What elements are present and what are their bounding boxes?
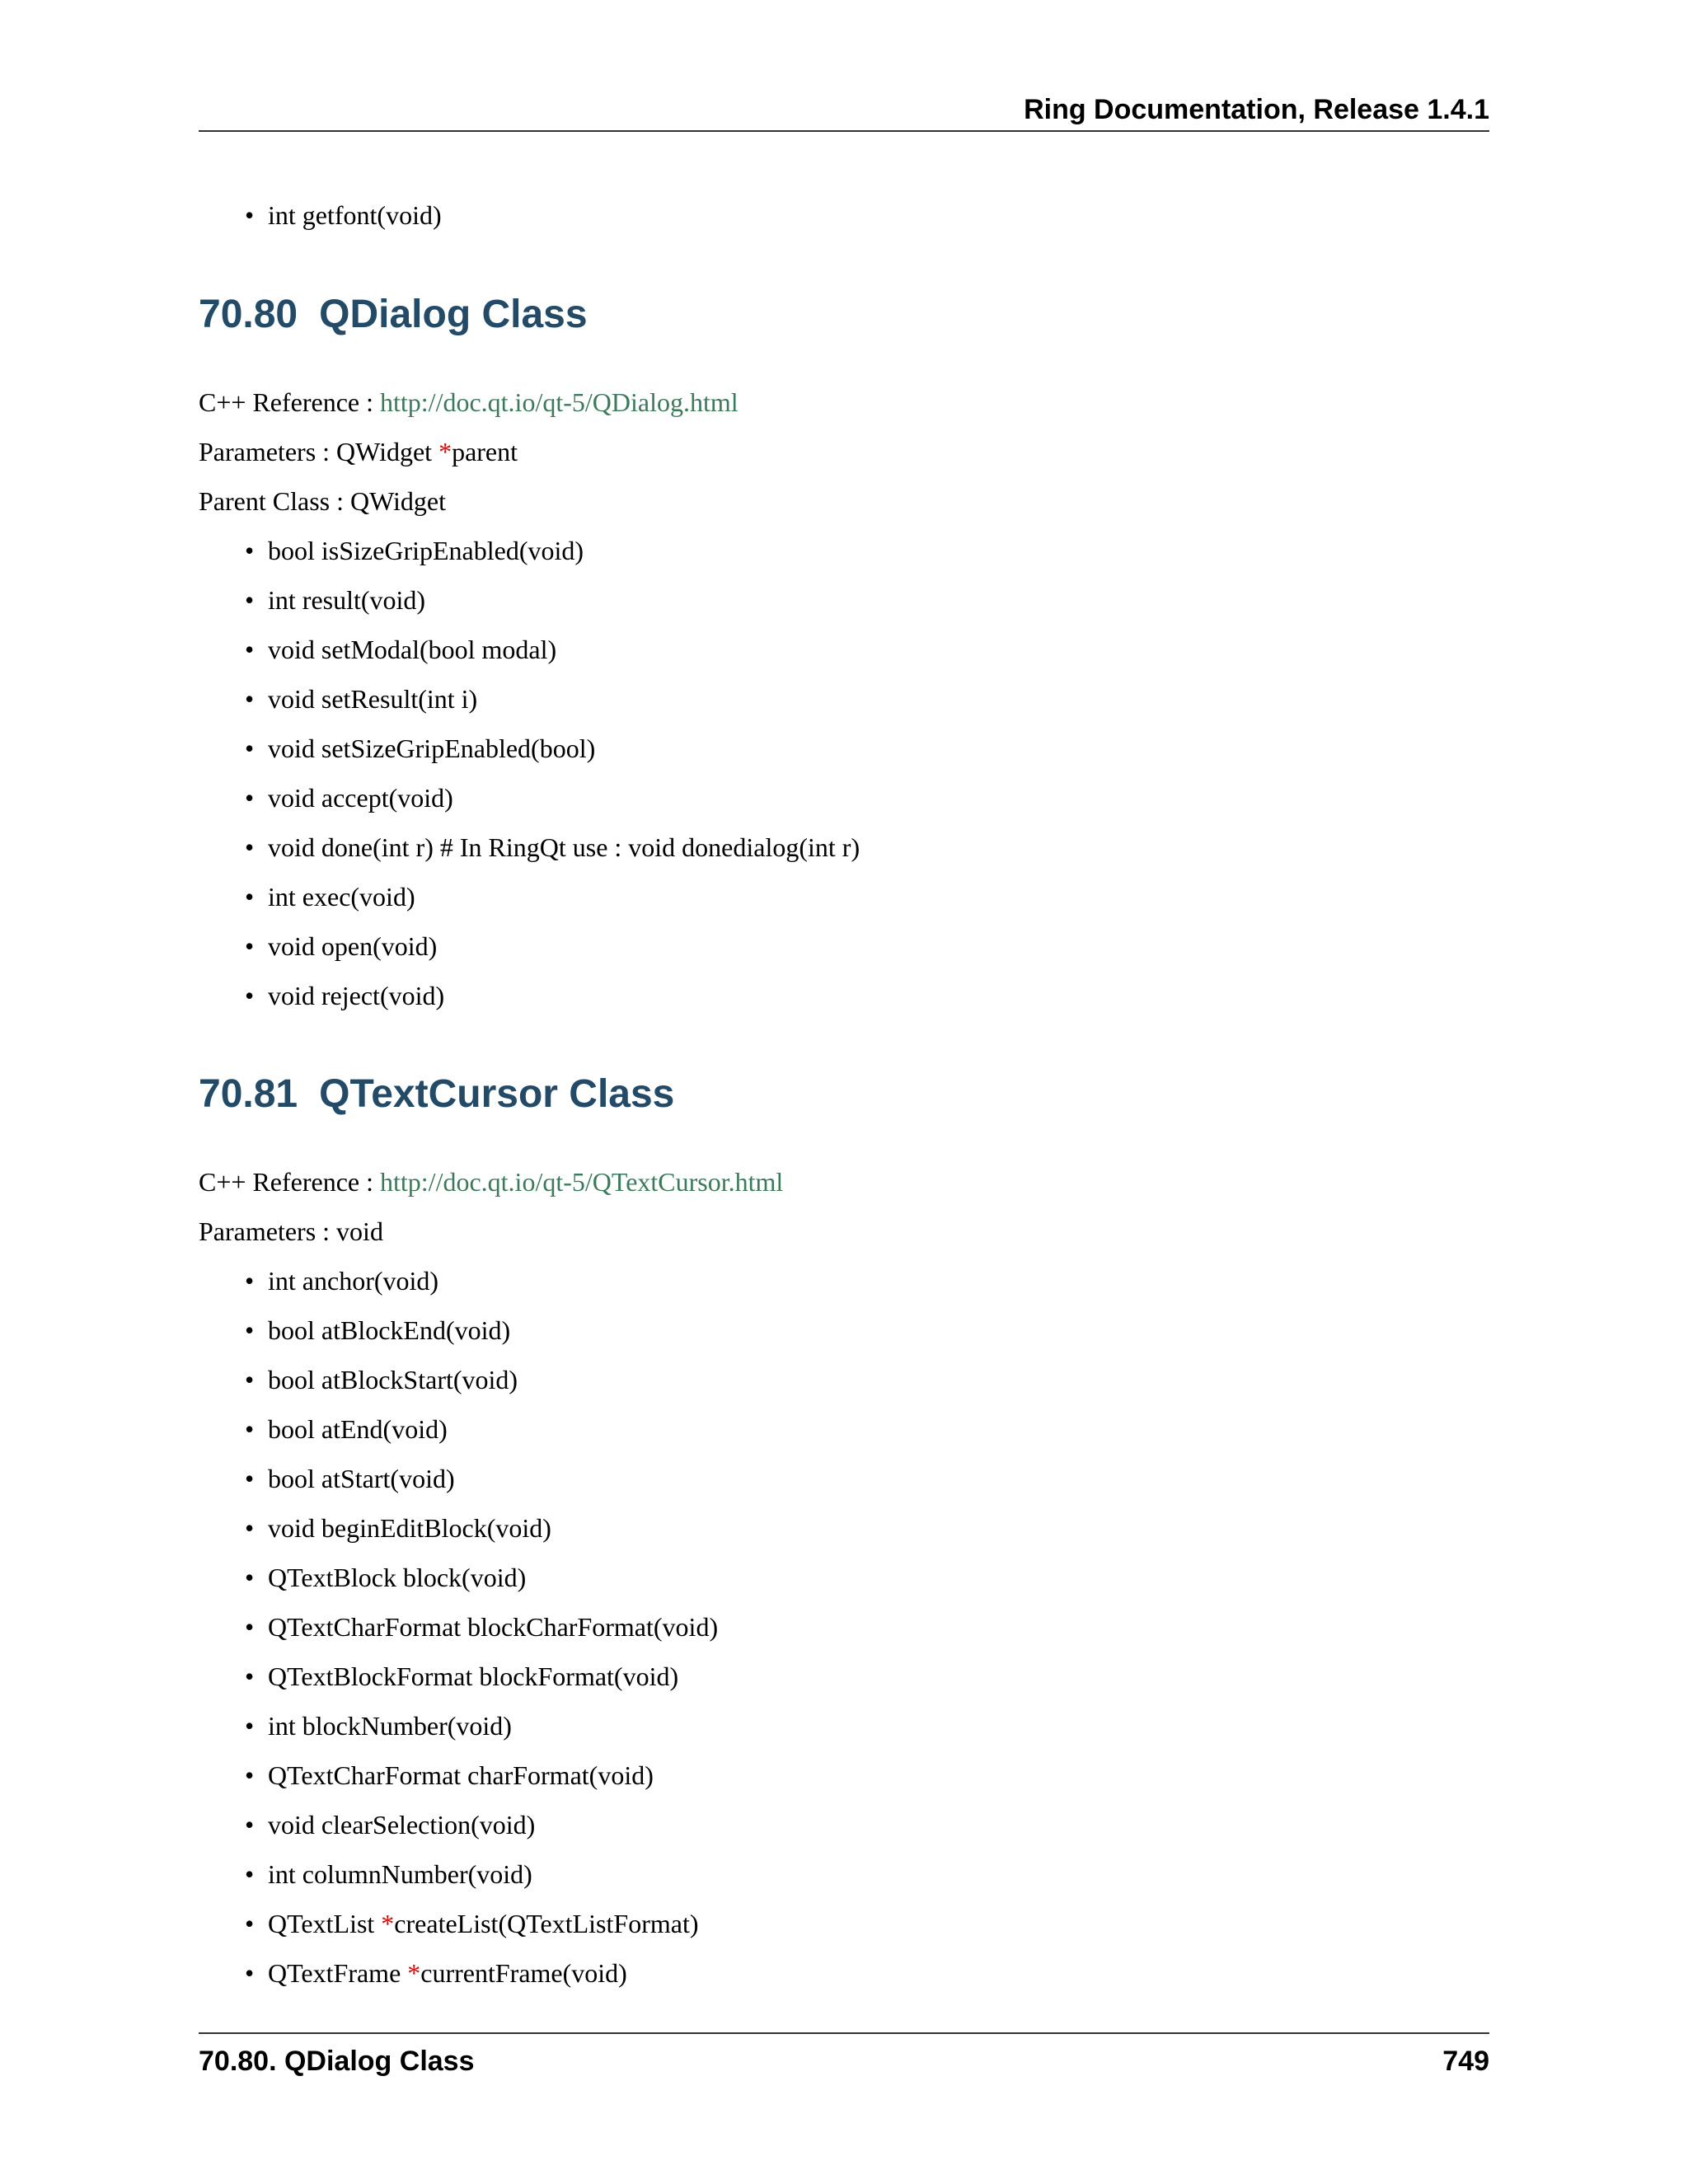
- list-item-suffix: createList(QTextListFormat): [394, 1909, 699, 1938]
- list-item-text: int columnNumber(void): [268, 1859, 532, 1889]
- list-item: [199, 921, 860, 971]
- reference-label: C++ Reference :: [199, 387, 380, 417]
- list-item-suffix: currentFrame(void): [420, 1958, 627, 1988]
- parent-class-value: QWidget: [349, 486, 446, 516]
- list-item-text: int blockNumber(void): [268, 1711, 512, 1741]
- parameters-prefix: QWidget: [336, 437, 439, 466]
- bullet-icon: •: [245, 585, 255, 615]
- bullet-icon: •: [245, 1266, 255, 1296]
- bullet-icon: •: [245, 733, 255, 763]
- list-item: [199, 1602, 718, 1652]
- reference-line: [199, 1157, 783, 1207]
- parameters-suffix: parent: [452, 437, 518, 466]
- parameters-value: void: [336, 1216, 383, 1246]
- list-item: [199, 1256, 718, 1305]
- bullet-icon: •: [245, 1859, 255, 1889]
- bullet-icon: •: [245, 1315, 255, 1345]
- section-title-text: QDialog Class: [319, 293, 588, 336]
- list-item-text: void setResult(int i): [268, 684, 478, 714]
- parameters-label: Parameters :: [199, 437, 337, 466]
- bullet-icon: •: [245, 882, 255, 912]
- list-item: [199, 872, 860, 921]
- list-item-text: int result(void): [268, 585, 426, 615]
- list-item-text: bool isSizeGripEnabled(void): [268, 536, 584, 565]
- bullet-icon: •: [245, 1612, 255, 1642]
- list-item: [199, 526, 860, 575]
- list-item-text: void setModal(bool modal): [268, 635, 557, 664]
- list-item: [199, 1750, 718, 1800]
- bullet-icon: •: [245, 1661, 255, 1691]
- reference-link[interactable]: http://doc.qt.io/qt-5/QDialog.html: [380, 387, 738, 417]
- list-item-text: int getfont(void): [268, 200, 442, 230]
- bullet-icon: •: [245, 1464, 255, 1493]
- list-item-text: QTextBlock block(void): [268, 1563, 527, 1592]
- reference-line: [199, 377, 738, 427]
- page-header: [199, 91, 1489, 132]
- parent-class-label: Parent Class :: [199, 486, 350, 516]
- section-title-text: QTextCursor Class: [319, 1072, 675, 1116]
- reference-link[interactable]: http://doc.qt.io/qt-5/QTextCursor.html: [380, 1167, 784, 1197]
- section-number: 70.80: [199, 293, 298, 336]
- list-item: [199, 773, 860, 823]
- reference-label: C++ Reference :: [199, 1167, 380, 1197]
- bullet-icon: •: [245, 832, 255, 862]
- list-item: [199, 1355, 718, 1404]
- list-item: [199, 1305, 718, 1355]
- parameters-line: [199, 427, 518, 476]
- list-item-prefix: QTextFrame: [268, 1958, 408, 1988]
- bullet-icon: •: [245, 981, 255, 1010]
- list-item: [199, 575, 860, 625]
- list-item-prefix: QTextList: [268, 1909, 382, 1938]
- section-heading-qtextcursor: [199, 1071, 674, 1117]
- list-item-text: int exec(void): [268, 882, 415, 912]
- qdialog-method-list: [199, 526, 860, 1020]
- list-item-text: bool atBlockStart(void): [268, 1365, 518, 1394]
- bullet-icon: •: [245, 1365, 255, 1394]
- bullet-icon: •: [245, 1563, 255, 1592]
- section-number: 70.81: [199, 1072, 298, 1116]
- list-item: [199, 823, 860, 872]
- parameters-label: Parameters :: [199, 1216, 337, 1246]
- list-item-text: void accept(void): [268, 783, 453, 813]
- list-item: [199, 1948, 718, 1998]
- pointer-star: *: [407, 1958, 421, 1988]
- list-item-text: void setSizeGripEnabled(bool): [268, 733, 596, 763]
- list-item: [199, 1454, 718, 1503]
- list-item: [199, 1899, 718, 1948]
- list-item-text: bool atBlockEnd(void): [268, 1315, 511, 1345]
- parameters-line: [199, 1207, 383, 1256]
- footer-section-title: 70.80. QDialog Class: [199, 2046, 475, 2077]
- list-item: [199, 1404, 718, 1454]
- pointer-star: *: [438, 437, 452, 466]
- bullet-icon: •: [245, 783, 255, 813]
- list-item-text: void beginEditBlock(void): [268, 1513, 551, 1543]
- list-item-text: void open(void): [268, 931, 438, 961]
- list-item: [199, 1849, 718, 1899]
- bullet-icon: •: [245, 1513, 255, 1543]
- bullet-icon: •: [245, 1711, 255, 1741]
- bullet-icon: •: [245, 635, 255, 664]
- bullet-icon: •: [245, 1958, 255, 1988]
- bullet-icon: •: [245, 1909, 255, 1938]
- list-item-text: QTextBlockFormat blockFormat(void): [268, 1661, 679, 1691]
- list-item: [199, 190, 442, 240]
- list-item: [199, 1800, 718, 1849]
- list-item-text: QTextCharFormat blockCharFormat(void): [268, 1612, 719, 1642]
- bullet-icon: •: [245, 684, 255, 714]
- header-title: Ring Documentation, Release 1.4.1: [1024, 94, 1489, 125]
- list-item: [199, 674, 860, 724]
- section-heading-qdialog: [199, 292, 588, 337]
- list-item-text: void done(int r) # In RingQt use : void donedialog(int r): [268, 832, 860, 862]
- list-item-text: int anchor(void): [268, 1266, 439, 1296]
- list-item-text: bool atEnd(void): [268, 1414, 448, 1444]
- bullet-icon: •: [245, 1414, 255, 1444]
- bullet-icon: •: [245, 1760, 255, 1790]
- list-item: [199, 1503, 718, 1553]
- list-item: [199, 971, 860, 1020]
- list-item-text: QTextCharFormat charFormat(void): [268, 1760, 654, 1790]
- list-item: [199, 1553, 718, 1602]
- bullet-icon: •: [245, 931, 255, 961]
- pointer-star: *: [381, 1909, 395, 1938]
- qtextcursor-method-list: [199, 1256, 718, 1998]
- list-item-text: void clearSelection(void): [268, 1810, 536, 1840]
- parent-class-line: [199, 476, 446, 526]
- page-number: 749: [1442, 2046, 1489, 2077]
- list-item: [199, 724, 860, 773]
- list-item-text: void reject(void): [268, 981, 445, 1010]
- list-item: [199, 1701, 718, 1750]
- list-item: [199, 625, 860, 674]
- list-item: [199, 1652, 718, 1701]
- top-item-list: [199, 190, 442, 240]
- bullet-icon: •: [245, 1810, 255, 1840]
- page-footer: [199, 2032, 1489, 2083]
- bullet-icon: •: [245, 536, 255, 565]
- list-item-text: bool atStart(void): [268, 1464, 455, 1493]
- bullet-icon: •: [245, 200, 255, 230]
